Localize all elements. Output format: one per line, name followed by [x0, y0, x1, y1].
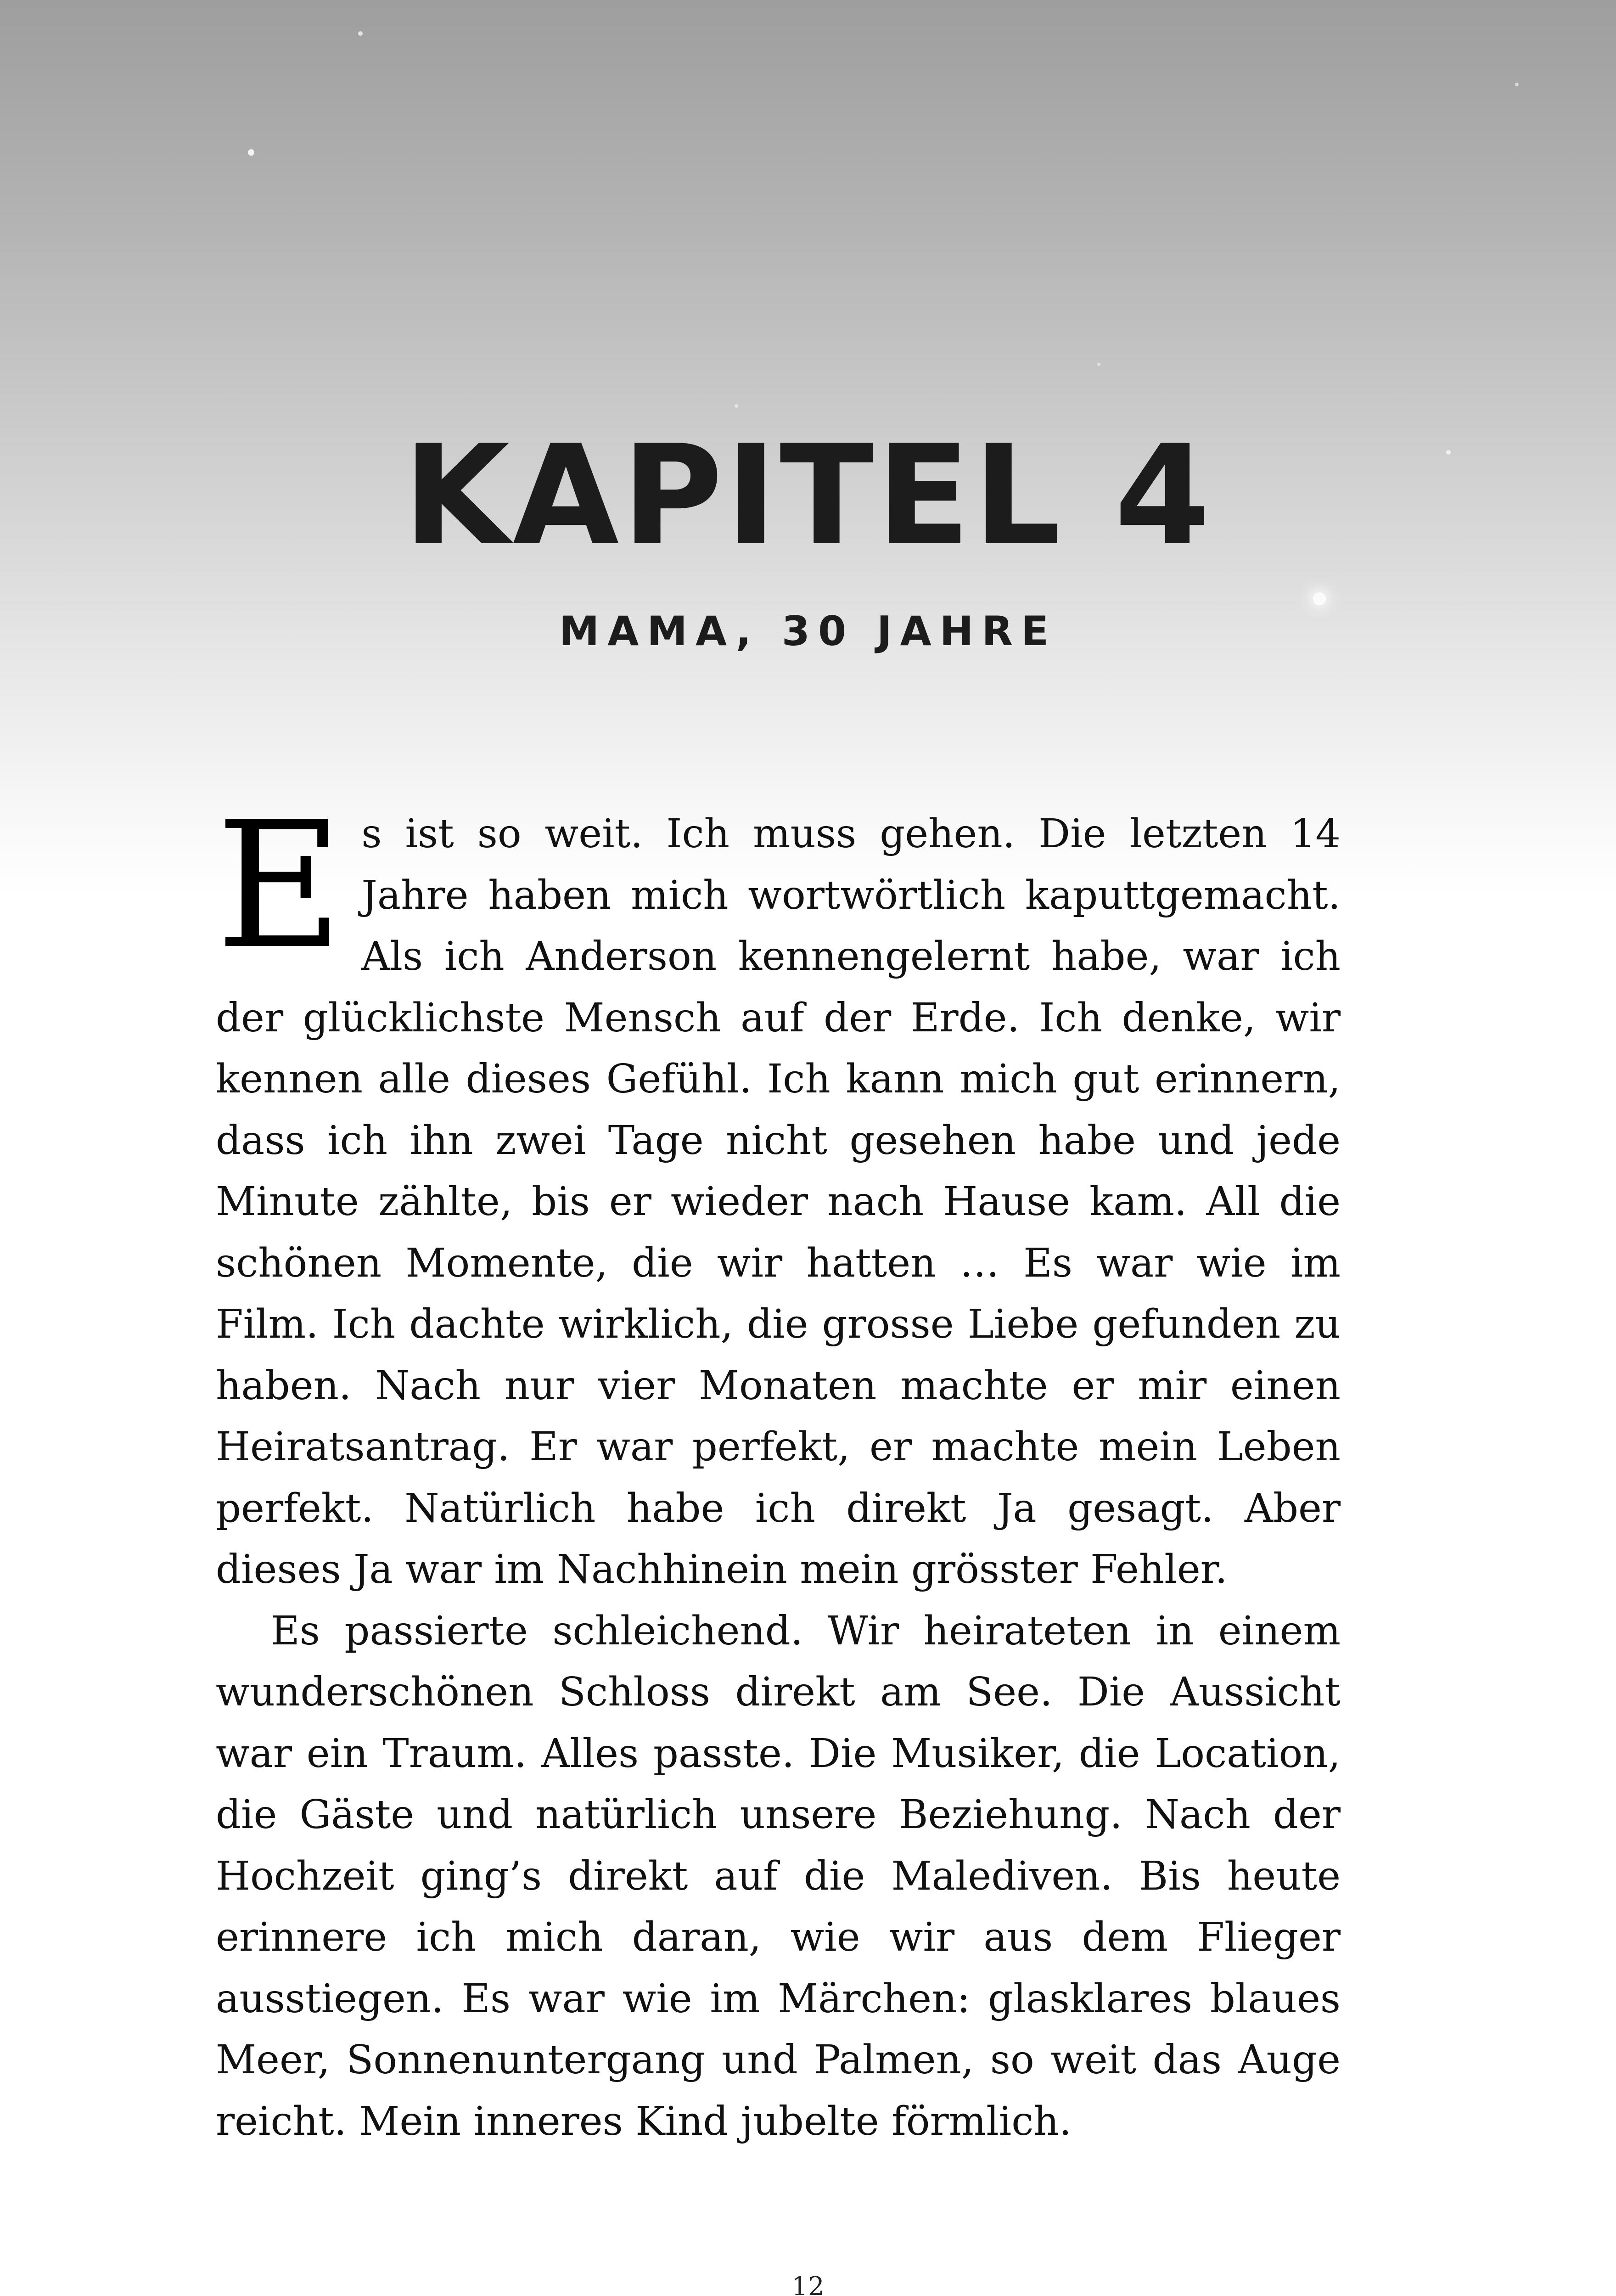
chapter-body: [216, 784, 1341, 2152]
chapter-subtitle: MAMA, 30 JAHRE: [559, 608, 1057, 655]
chapter-title: KAPITEL 4: [403, 416, 1213, 576]
star-decoration: [1313, 592, 1326, 605]
star-decoration: [735, 404, 738, 408]
second-paragraph: Es passierte schleichend. Wir heirateten in einem wunderschönen Schloss direkt am See. Die Aussicht war ein Traum. Alles passte. Die Musiker, die Location, die Gäste und natürlich unsere Beziehung. Nach der Hochzeit ging’s direkt auf die Malediven. Bis heute erinnere ich mich daran, wie wir aus dem Flieger ausstiegen. Es war wie im Märchen: glasklares blaues Meer, Sonnenuntergang und Palmen, so weit das Auge reicht. Mein inneres Kind jubelte förmlich.: [216, 1608, 1341, 2144]
star-decoration: [1515, 83, 1519, 86]
drop-cap: E: [216, 784, 343, 987]
first-paragraph: [216, 784, 1341, 1601]
star-decoration: [1097, 363, 1100, 366]
star-decoration: [248, 149, 254, 156]
first-paragraph-text: s ist so weit. Ich muss gehen. Die letzten 14 Jahre haben mich wortwörtlich kaputtgemacht. Als ich Anderson kennengelernt habe, war ich der glücklichste Mensch auf der Erde. Ich denke, wir kennen alle dieses Gefühl. Ich kann mich gut erinnern, dass ich ihn zwei Tage nicht gesehen habe und jede Minute zählte, bis er wieder nach Hause kam. All die schönen Momente, die wir hatten … Es war wie im Film. Ich dachte wirklich, die grosse Liebe gefunden zu haben. Nach nur vier Monaten machte er mir einen Heiratsantrag. Er war perfekt, er machte mein Leben perfekt. Natürlich habe ich direkt Ja gesagt. Aber dieses Ja war im Nachhinein mein grösster Fehler.: [216, 811, 1341, 1593]
star-decoration: [1407, 863, 1411, 867]
star-decoration: [358, 31, 363, 36]
page-number: 12: [791, 2272, 825, 2296]
